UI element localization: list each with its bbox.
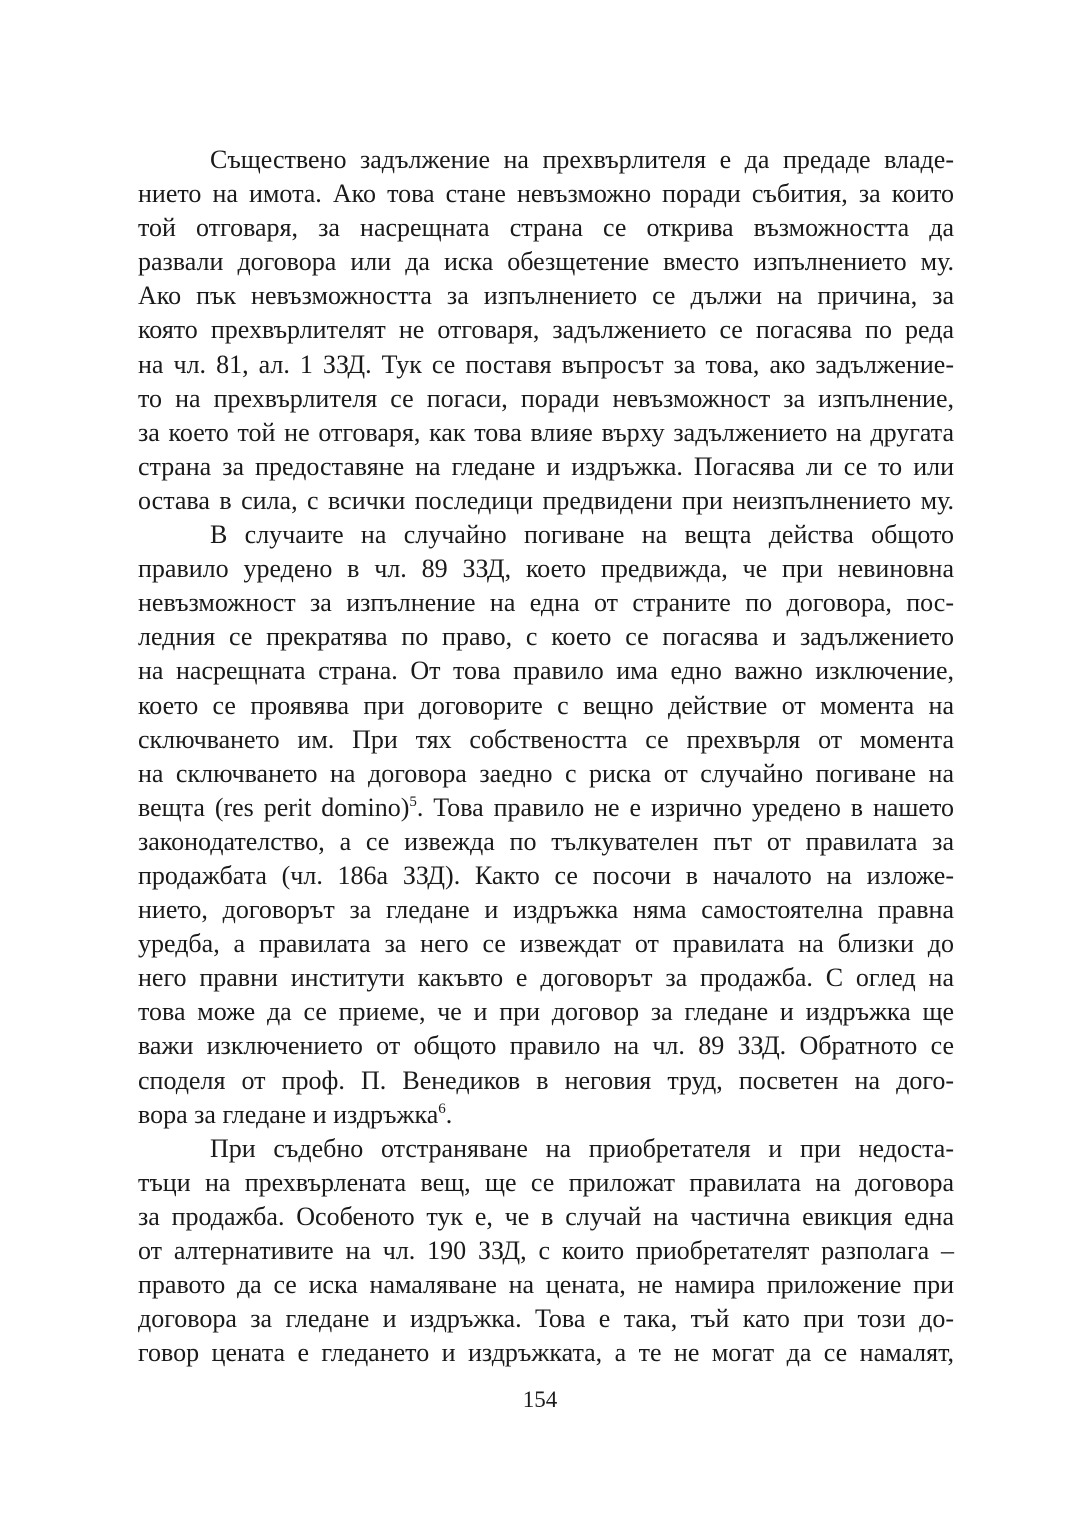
text-line: уредба, а правилата за него се извеждат от правилата на близки до <box>138 929 954 959</box>
text-line: на насрещната страна. От това правило има едно важно изключение, <box>138 656 954 686</box>
text-line-with-footnote <box>138 1098 954 1132</box>
text-line: Ако пък невъзможността за изпълнението се дължи на причина, за <box>138 281 954 311</box>
footnote-mark[interactable]: 6 <box>438 1100 446 1117</box>
text-line: сключването им. При тях собствеността се прехвърля от момента <box>138 724 954 754</box>
text-line: за продажба. Особеното тук е, че в случай на частична евикция една <box>138 1201 954 1231</box>
text-line: ледния се прекратява по право, с което се погасява и задължението <box>138 622 954 652</box>
text-line: него правни институти какъвто е договорът за продажба. С оглед на <box>138 963 954 993</box>
paragraph-3 <box>138 1132 954 1371</box>
text-segment: . <box>445 1099 453 1129</box>
text-line: остава в сила, с всички последици предвидени при неизпълнението му. <box>138 485 954 515</box>
text-line: на чл. 81, ал. 1 ЗЗД. Тук се поставя въпросът за това, ако задължение- <box>138 349 954 379</box>
text-line: която прехвърлителят не отговаря, задължението се погасява по реда <box>138 315 954 345</box>
text-line-with-footnote <box>138 791 954 825</box>
text-line: нието на имота. Ако това стане невъзможно поради събития, за които <box>138 179 954 209</box>
text-line: споделя от проф. П. Венедиков в неговия труд, посветен на дого- <box>138 1065 954 1095</box>
text-line: невъзможност за изпълнение на една от страните по договора, пос- <box>138 588 954 618</box>
page-number: 154 <box>522 1387 558 1412</box>
text-line: той отговаря, за насрещната страна се открива възможността да <box>138 213 954 243</box>
paragraph-2 <box>138 518 954 1132</box>
footnote-mark[interactable]: 5 <box>409 793 417 810</box>
text-line: законодателство, а се извежда по тълкувателен път от правилата за <box>138 826 954 856</box>
text-line: нието, договорът за гледане и издръжка няма самостоятелна правна <box>138 895 954 925</box>
text-line: При съдебно отстраняване на приобретателя и при недоста- <box>210 1133 954 1163</box>
body-text <box>138 143 954 1370</box>
text-line: това може да се приеме, че и при договор за гледане и издръжка ще <box>138 997 954 1027</box>
text-segment: вещта (res perit domino) <box>138 792 410 822</box>
text-line: важи изключението от общото правило на чл. 89 ЗЗД. Обратното се <box>138 1031 954 1061</box>
text-line: то на прехвърлителя се погаси, поради невъзможност за изпълнение, <box>138 383 954 413</box>
text-line: развали договора или да иска обезщетение вместо изпълнението му. <box>138 247 954 277</box>
text-line: за което той не отговаря, как това влияе върху задължението на другата <box>138 417 954 447</box>
text-line: страна за предоставяне на гледане и издръжка. Погасява ли се то или <box>138 451 954 481</box>
text-line: говор цената е гледането и издръжката, а те не могат да се намалят, <box>138 1338 954 1368</box>
text-line: правило уредено в чл. 89 ЗЗД, което предвижда, че при невиновна <box>138 554 954 584</box>
text-line: което се проявява при договорите с вещно действие от момента на <box>138 690 954 720</box>
text-segment: . Това правило не е изрично уредено в нашето <box>416 792 954 822</box>
text-line: Съществено задължение на прехвърлителя е да предаде владе- <box>210 145 954 174</box>
paragraph-1 <box>138 143 954 518</box>
text-line: от алтернативите на чл. 190 ЗЗД, с които приобретателят разполага – <box>138 1236 954 1265</box>
text-line: правото да се иска намаляване на цената, не намира приложение при <box>138 1270 954 1300</box>
text-line: на сключването на договора заедно с риска от случайно погиване на <box>138 758 954 788</box>
text-line: договора за гледане и издръжка. Това е така, тъй като при този до- <box>138 1304 954 1334</box>
text-segment: вора за гледане и издръжка <box>138 1099 439 1129</box>
text-line: продажбата (чл. 186а ЗЗД). Както се посочи в началото на изложе- <box>138 860 954 890</box>
text-line: тъци на прехвърлената вещ, ще се приложат правилата на договора <box>138 1167 954 1197</box>
text-line: В случаите на случайно погиване на вещта действа общото <box>210 520 954 550</box>
